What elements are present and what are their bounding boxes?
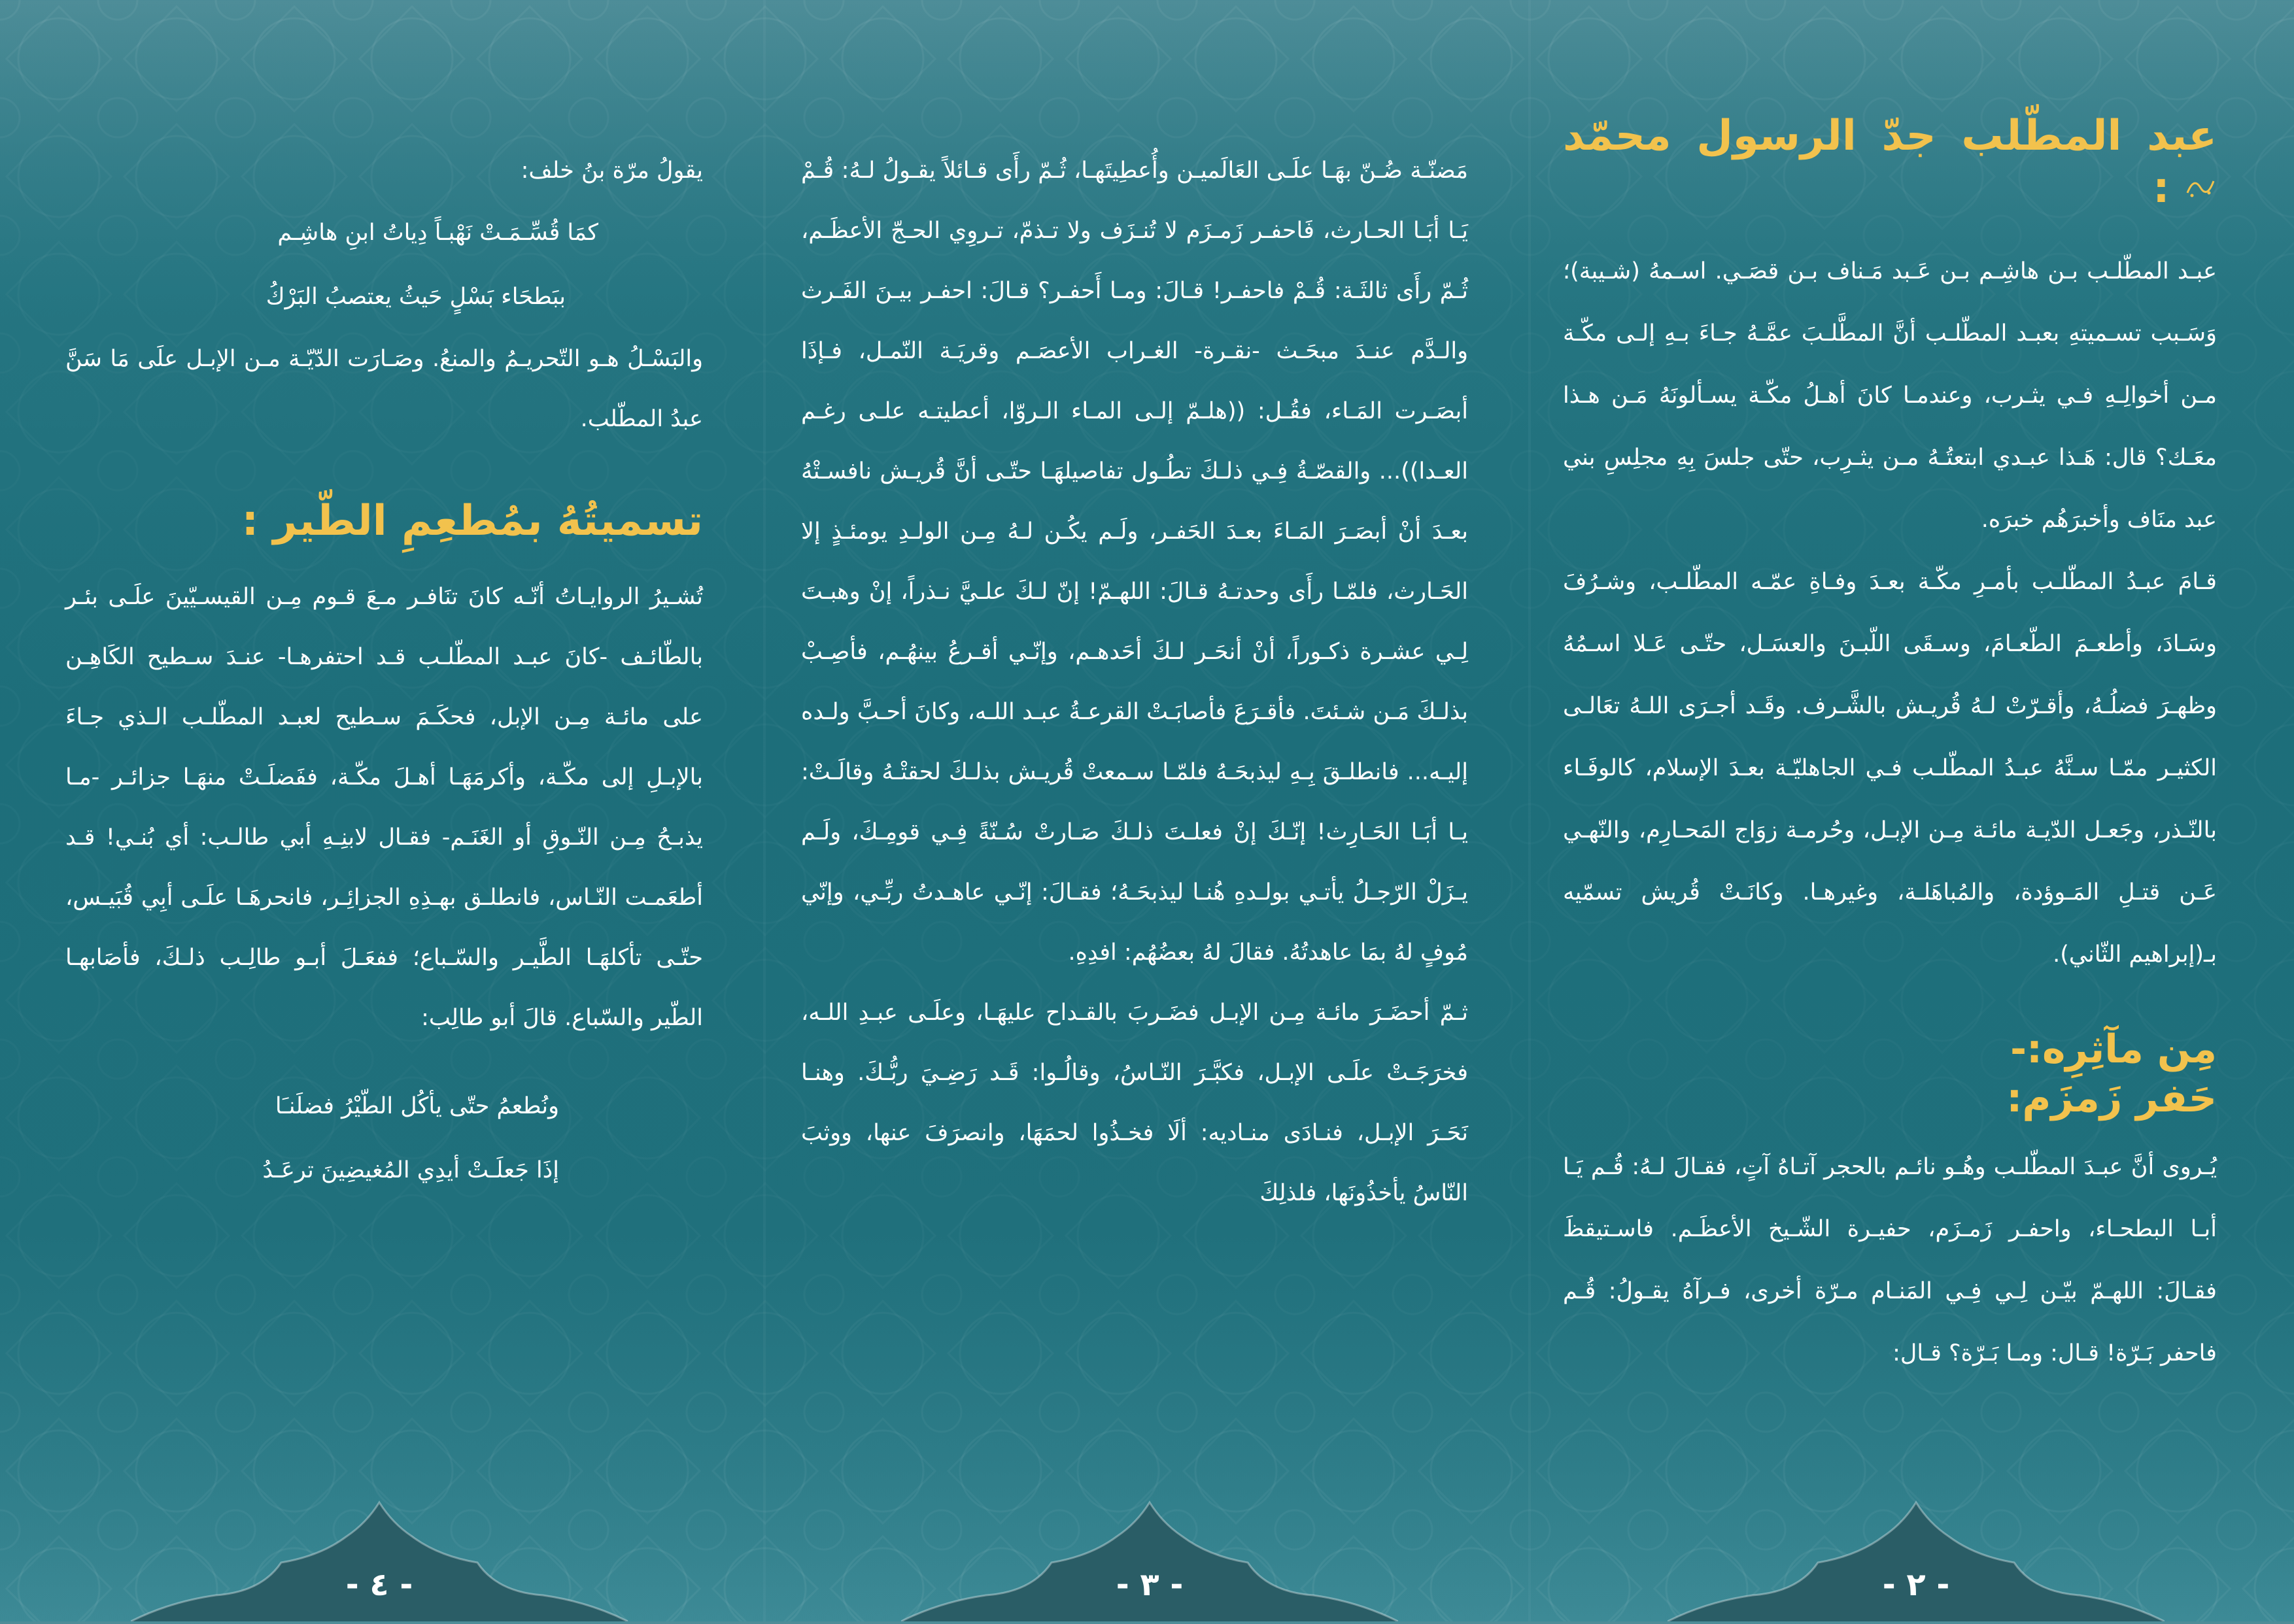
page-2-number-tab	[1668, 1497, 2165, 1621]
page-4-column	[65, 141, 703, 1202]
page-3-number: - ٣ -	[1116, 1566, 1184, 1603]
page-2-column	[1563, 98, 2217, 1385]
page-4-title: تسميتُهُ بمُطعِمِ الطّير :	[241, 497, 703, 545]
poem-verse-1-line-b: ببَطحَاء بَسْلٍ حَيثُ يعتصبُ البَرْكُ	[265, 284, 566, 310]
page-2-title-text: عبد المطّلب جدّ الرسول محمّد	[1563, 112, 2217, 160]
poem-verse-1	[65, 201, 703, 329]
page-2-number: - ٢ -	[1882, 1566, 1950, 1603]
page-3-number-tab	[901, 1497, 1398, 1621]
page-3-paragraph-1: مَضنّـة ضُـنّ بهَـا علَـى العَالَميـن وأُعطِيتَهـا، ثُـمّ رأَى قـائلاً يقـولُ لـهُ: قُـمْ يَـا أبَـا الحـارث، فَاحفـر زَمـزَم لا تُنـزَف ولا تـذمّ، تـروِي الحـجّ الأعظَـم، ثُـمّ رأَى ثالثَـة: قُـمْ فاحفـر! قـالَ: ومـا أَحفـر؟ قـالَ: احفـر بيـنَ الفَـرث والـدَّم عنـدَ مبحَـث -نقـرة- الغـراب الأعصَـم وقريَـة النّمـل، فـإذَا أبصَـرت المَـاء، فقُـل: ((هلـمّ إلـى المـاء الـروّا، أعطيتـه علـى رغـم العـدا))... والقصّـةُ فِـي ذلـكَ تطُـول تفاصيلهَـا حتّـى أنَّ قُريـش نافسـتْهُ بعـدَ أنْ أبصَـرَ المَـاءَ بعـدَ الحَفـر، ولَـم يكُـن لـهُ مِـن الولـدِ يومئـذٍ إلا الحَـارث، فلمّـا رأَى وحدتـهُ قـالَ: اللهـمّ! إنّ لـكَ علـيَّ نـذراً، إنْ وهبـتَ لِـي عشـرة ذكـوراً، أنْ أنحَـر لـكَ أحَدهـم، وإنّـي أقـرعُ بينهُـم، فأصِـبْ بذلـكَ مَـن شـئتَ. فأقـرَعَ فأصابَـتْ القرعـةُ عبـد اللـه، وكانَ أحـبَّ ولـده إليـه... فانطلـقَ بِـهِ ليذبحَـهُ فلمّـا سـمعتْ قُريـش بذلـكَ لحقتْـهُ وقالَـتْ: يـا أبَـا الحَـارِث! إنّـكَ إنْ فعلـتَ ذلـكَ صَـارتْ سُـنّةً فِـي قومِـكَ، ولَـم يـزَلْ الرّجـلُ يأتـي بولـدهِ هُنـا ليذبحَـهُ؛ فقـالَ: إنّـي عاهـدتُ ربِّـي، وإنّي مُوفٍ لهُ بمَا عاهدتُهُ. فقالَ لهُ بعضُهُم: افدِهِ.	[801, 158, 1468, 966]
poem-verse-2-line-a: ونُطعمُ حتّى يأكُل الطّيْرُ فضلَنـَا	[275, 1093, 559, 1119]
page-4-number: - ٤ -	[345, 1566, 413, 1603]
poem-verse-1-line-a: كمَا قُسِّـمَـتْ نَهْبـاً دِياتُ ابنِ هاشِـم	[277, 220, 598, 246]
page-2-title-colon: :	[2153, 164, 2170, 212]
page-3-paragraph-2: ثـمّ أحضَـرَ مائـة مِـن الإبـل فضَـربَ بالقـداح عليهَـا، وعلَـى عبـدِ اللـه، فخرَجَـتْ علَـى الإبـل، فكبَّـرَ النّـاسُ، وقالُـوا: قَـد رَضِـيَ ربُّـكَ. وهنـا نَحَـرَ الإبـل، فنـادَى منـاديه: ألَا فخـذُوا لحمَهَا، وانصرَفَ عنها، ووثبَ النّاسُ يأخذُونَها، فلذلِكَ	[801, 1000, 1468, 1206]
page-4-paragraph-2: تُشـيرُ الروايـاتُ أنّـه كانَ تنَافـر مـعَ قـوم مِـن القيسـيّينَ علَـى بئـر بالطّائـف -كانَ عبـد المطّلـب قـد احتفرهـا- عنـدَ سـطيح الكَاهِـن على مائـة مِـن الإبل، فحكَـمَ سـطيح لعبـد المطّلـب الـذي جـاءَ بالإبـلِ إلى مكّـة، وأكرمَهَـا أهـلَ مكّـة، ففَضلَـتْ منهَـا جزائـر -مـا يذبـحُ مِـن النّـوقِ أو الغَنَـم- فقـال لابنِـهِ أبي طالـب: أي بُنـي! قـد أطعَمـت النّـاس، فانطلـق بهـذِهِ الجزائِـر، فانحرهَـا علَـى أبِي قُبَيـس، حتّـى تأكلهَـا الطَّيـر والسّـباع؛ ففعَـلَ أبـو طالِـب ذلـكَ، فأصَابهـا الطّير والسّباع. قالَ أبو طالِب:	[65, 584, 703, 1031]
page-3-column	[801, 141, 1468, 1223]
page-4-number-tab	[131, 1497, 628, 1621]
page-2-paragraph-3: يُـروى أنَّ عبـدَ المطّلـب وهُـو نائـم بالحجر آتـاهُ آتٍ، فقـالَ لـهُ: قُـم يَـا أبـا البطحـاء، واحفـر زَمـزَم، حفيـرة الشّـيخ الأعظَـم. فاسـتيقظَ فقـالَ: اللهـمّ بيّـن لِـي فِـي المَنـام مـرّة أخرى، فـرآهُ يقـولُ: قُـم فاحفر بَـرّة! قـال: ومـا بَـرّة؟ قـال:	[1563, 1154, 2217, 1366]
page-2-paragraph-1: عبـد المطّلـب بـن هاشِـم بـن عَـبد مَـناف بـن قصَـي. اسـمهُ (شـيبة)؛ وَسَـبب تسـميتهِ بعبـد المطّلـب أنَّ المطَّلـبَ عمَّـهُ جـاءَ بـهِ إلـى مكّـة مـن أخوالِـهِ فـي يثـرب، وعندمـا كانَ أهـلُ مكّـة يسـألونَهُ مَـن هـذا معَـك؟ قال: هَـذا عبـدي ابتعتُـهُ مـن يثـرِب، حتّى جلسَ بِهِ مجلِسِ بني عبد منَاف وأخبرَهُم خبرَه.	[1563, 258, 2217, 533]
poem-verse-2	[65, 1074, 703, 1202]
page-4-intro: يقولُ مرّة بنُ خلف:	[521, 158, 703, 184]
poem-verse-2-line-b: إذَا جَعلَـتْ أيدِي المُغيضِينَ ترعَـدُ	[262, 1157, 559, 1183]
page-4-paragraph-1: والبَسْـلُ هـو التّحريـمُ والمنعُ. وصَـارَت الدّيّـة مـن الإبـل علَى مَا سَنَّ عبدُ المطّلب.	[65, 346, 703, 432]
page-2-title	[1563, 110, 2217, 214]
page-2-paragraph-2: قـامَ عبـدُ المطّلـب بأمـرِ مكّـة بعـدَ وفـاةِ عمّـه المطّلـب، وشـرُفَ وسَـادَ، وأطعـمَ الطّعـامَ، وسـقَى اللّبـنَ والعسَـل، حتّـى عَـلا اسـمُهُ وظهـرَ فضلُـهُ، وأقـرّتْ لـهُ قُريـش بالشَّـرف. وقَـد أجـرَى اللـهُ تعَالـى الكثيـر ممّـا سـنَّهُ عبـدُ المطّلـب فـي الجاهليّـة بعـدَ الإسلام، كالوفَـاء بالنّـذر، وجَعـل الدّيـة مائـة مِـن الإبـل، وحُرمـة زوَاج المَحـارِم، والنّهـي عَـن قتـلِ المَـوؤدة، والمُباهَلـة، وغيرهـا. وكانَـتْ قُريش تسمّيه بـ(إبراهيم الثّاني).	[1563, 569, 2217, 968]
page-2-subtitle-2: حَفر زَمزَم:	[2006, 1075, 2217, 1121]
page-2-subtitle-1: مِن مآثِرِه:-	[2010, 1026, 2217, 1072]
pbuh-calligraphy-icon	[2184, 173, 2217, 207]
